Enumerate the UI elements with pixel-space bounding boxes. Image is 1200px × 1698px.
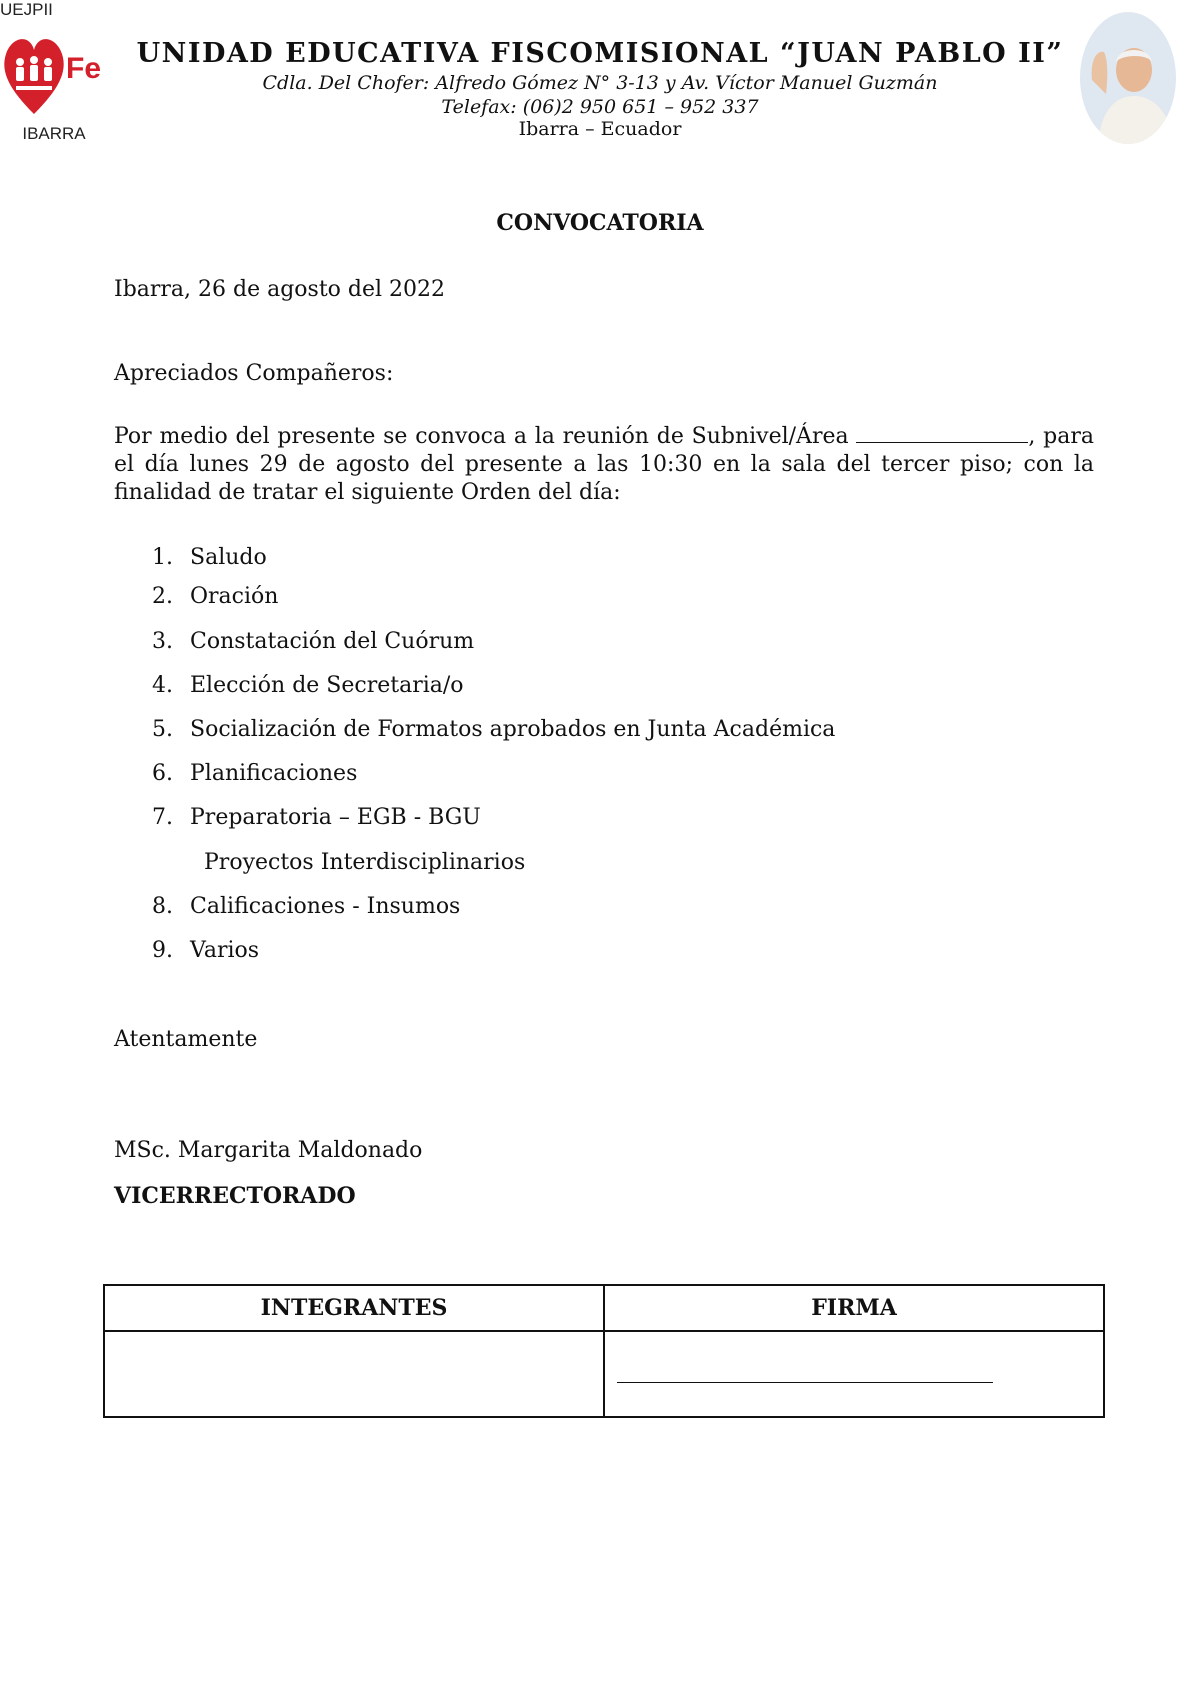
- agenda-item-text: Varios: [190, 938, 260, 963]
- svg-text:Fe: Fe: [66, 52, 102, 85]
- agenda-item: [114, 629, 474, 654]
- agenda-item-text: Planificaciones: [190, 761, 358, 786]
- agenda-item: [114, 717, 835, 742]
- institution-name: UNIDAD EDUCATIVA FISCOMISIONAL “JUAN PABLO II”: [136, 38, 1064, 69]
- body-text-part-2: , para el día lunes 29 de agosto del presente a las 10:30 en la sala del tercer piso; con la finalidad de tratar el siguiente Orden del día:: [114, 424, 1094, 505]
- signature-line: [617, 1382, 993, 1383]
- pope-portrait: [1078, 10, 1178, 146]
- agenda-subitem: [204, 850, 525, 875]
- agenda-item-number: 8.: [152, 894, 173, 919]
- body-text-part-1: Por medio del presente se convoca a la reunión de Subnivel/Área: [114, 424, 857, 449]
- agenda-item-text: Socialización de Formatos aprobados en Junta Académica: [190, 717, 836, 742]
- institution-city: Ibarra – Ecuador: [518, 118, 682, 140]
- table-row: [104, 1331, 1104, 1417]
- agenda-item-number: 9.: [152, 938, 173, 963]
- agenda-item-text: Constatación del Cuórum: [190, 629, 475, 654]
- agenda-item-text: Calificaciones - Insumos: [190, 894, 461, 919]
- institution-telefax: Telefax: (06)2 950 651 – 952 337: [441, 96, 759, 118]
- date-line: Ibarra, 26 de agosto del 2022: [114, 277, 446, 302]
- signer-office: VICERRECTORADO: [114, 1183, 356, 1209]
- firma-cell[interactable]: [604, 1331, 1104, 1417]
- agenda-item-text: Preparatoria – EGB - BGU: [190, 805, 481, 830]
- integrantes-header: INTEGRANTES: [104, 1285, 604, 1331]
- logo-label-top: UEJPII: [0, 0, 53, 19]
- document-title: CONVOCATORIA: [496, 210, 704, 236]
- firma-header: FIRMA: [604, 1285, 1104, 1331]
- agenda-item: [114, 938, 259, 963]
- agenda-item-number: 7.: [152, 805, 173, 830]
- agenda-item-number: 3.: [152, 629, 173, 654]
- attendance-table: [103, 1284, 1105, 1418]
- institution-address: Cdla. Del Chofer: Alfredo Gómez N° 3-13 y Av. Víctor Manuel Guzmán: [262, 72, 938, 94]
- agenda-item-text: Saludo: [190, 545, 267, 570]
- agenda-item-number: 4.: [152, 673, 173, 698]
- greeting: Apreciados Compañeros:: [114, 361, 394, 386]
- subnivel-area-blank-line: [856, 424, 1028, 443]
- agenda-item-text: Oración: [190, 584, 279, 609]
- agenda-item-number: 1.: [152, 545, 173, 570]
- logo-label-bottom: IBARRA: [22, 124, 86, 143]
- agenda-item: [114, 805, 481, 830]
- agenda-item-number: 5.: [152, 717, 173, 742]
- convocation-body: [114, 423, 1094, 507]
- agenda-item-text: Elección de Secretaria/o: [190, 673, 464, 698]
- integrantes-cell[interactable]: [104, 1331, 604, 1417]
- agenda-item: [114, 584, 278, 609]
- closing: Atentamente: [114, 1027, 258, 1052]
- agenda-item: [114, 673, 464, 698]
- agenda-subitem-text: Proyectos Interdisciplinarios: [204, 850, 526, 875]
- signer-name: MSc. Margarita Maldonado: [114, 1138, 423, 1163]
- agenda-item-number: 2.: [152, 584, 173, 609]
- agenda-item: [114, 545, 267, 570]
- agenda-item-number: 6.: [152, 761, 173, 786]
- agenda-item: [114, 894, 460, 919]
- table-header-row: [104, 1285, 1104, 1331]
- agenda-item: [114, 761, 357, 786]
